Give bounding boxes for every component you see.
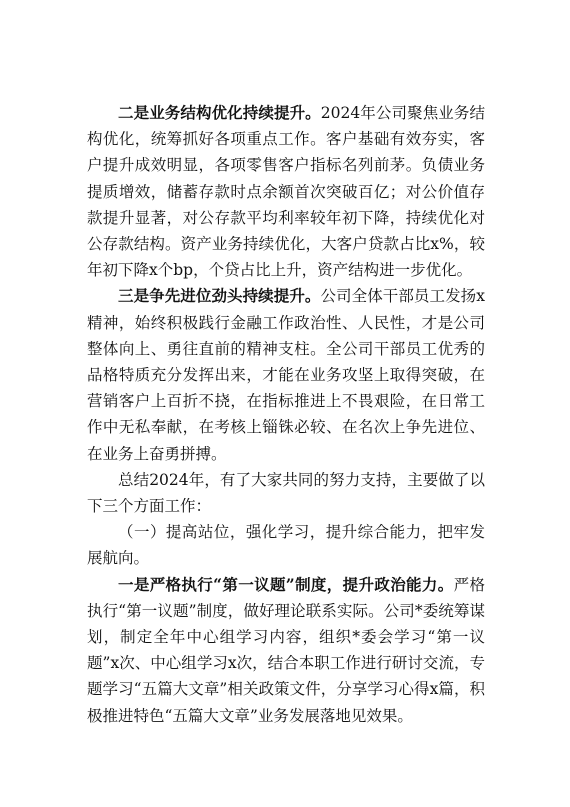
paragraph-first-agenda <box>87 572 485 729</box>
paragraph-body: 公司全体干部员工发扬x精神，始终积极践行金融工作政治性、人民性，才是公司整体向上、勇往直前的精神支柱。全公司干部员工优秀的品格特质充分发挥出来，才能在业务攻坚上取得突破，在营销客户上百折不挠，在指标推进上不畏艰险，在日常工作中无私奉献，在考核上锱铢必较、在名次上争先进位、在业务上奋勇拼搏。 <box>87 287 485 463</box>
paragraph-lead: 二是业务结构优化持续提升。 <box>118 103 321 122</box>
paragraph-body: 总结2024年，有了大家共同的努力支持，主要做了以下三个方面工作： <box>87 470 485 516</box>
section-heading-one <box>87 519 485 571</box>
document-page <box>87 100 485 729</box>
paragraph-body: 严格执行“第一议题”制度，做好理论联系实际。公司*委统筹谋划，制定全年中心组学习内容，组织*委会学习“第一议题”x次、中心组学习x次，结合本职工作进行研讨交流，专题学习“五篇大文章”相关政策文件，分享学习心得x篇，积极推进特色“五篇大文章”业务发展落地见效果。 <box>87 575 485 725</box>
paragraph-body: 2024年公司聚焦业务结构优化，统筹抓好各项重点工作。客户基础有效夯实，客户提升成效明显，各项零售客户指标名列前茅。负债业务提质增效，储蓄存款时点余额首次突破百亿；对公价值存款提升显著，对公存款平均利率较年初下降，持续优化对公存款结构。资产业务持续优化，大客户贷款占比x%，较年初下降x个bp，个贷占比上升，资产结构进一步优化。 <box>87 104 485 280</box>
paragraph-business-structure <box>87 100 485 283</box>
section-heading-text: （一）提高站位，强化学习，提升综合能力，把牢发展航向。 <box>87 523 485 568</box>
paragraph-lead: 三是争先进位劲头持续提升。 <box>118 286 321 306</box>
paragraph-striving-spirit <box>87 283 485 466</box>
paragraph-summary <box>87 467 485 519</box>
paragraph-lead: 一是严格执行“第一议题”制度，提升政治能力。 <box>118 574 454 594</box>
